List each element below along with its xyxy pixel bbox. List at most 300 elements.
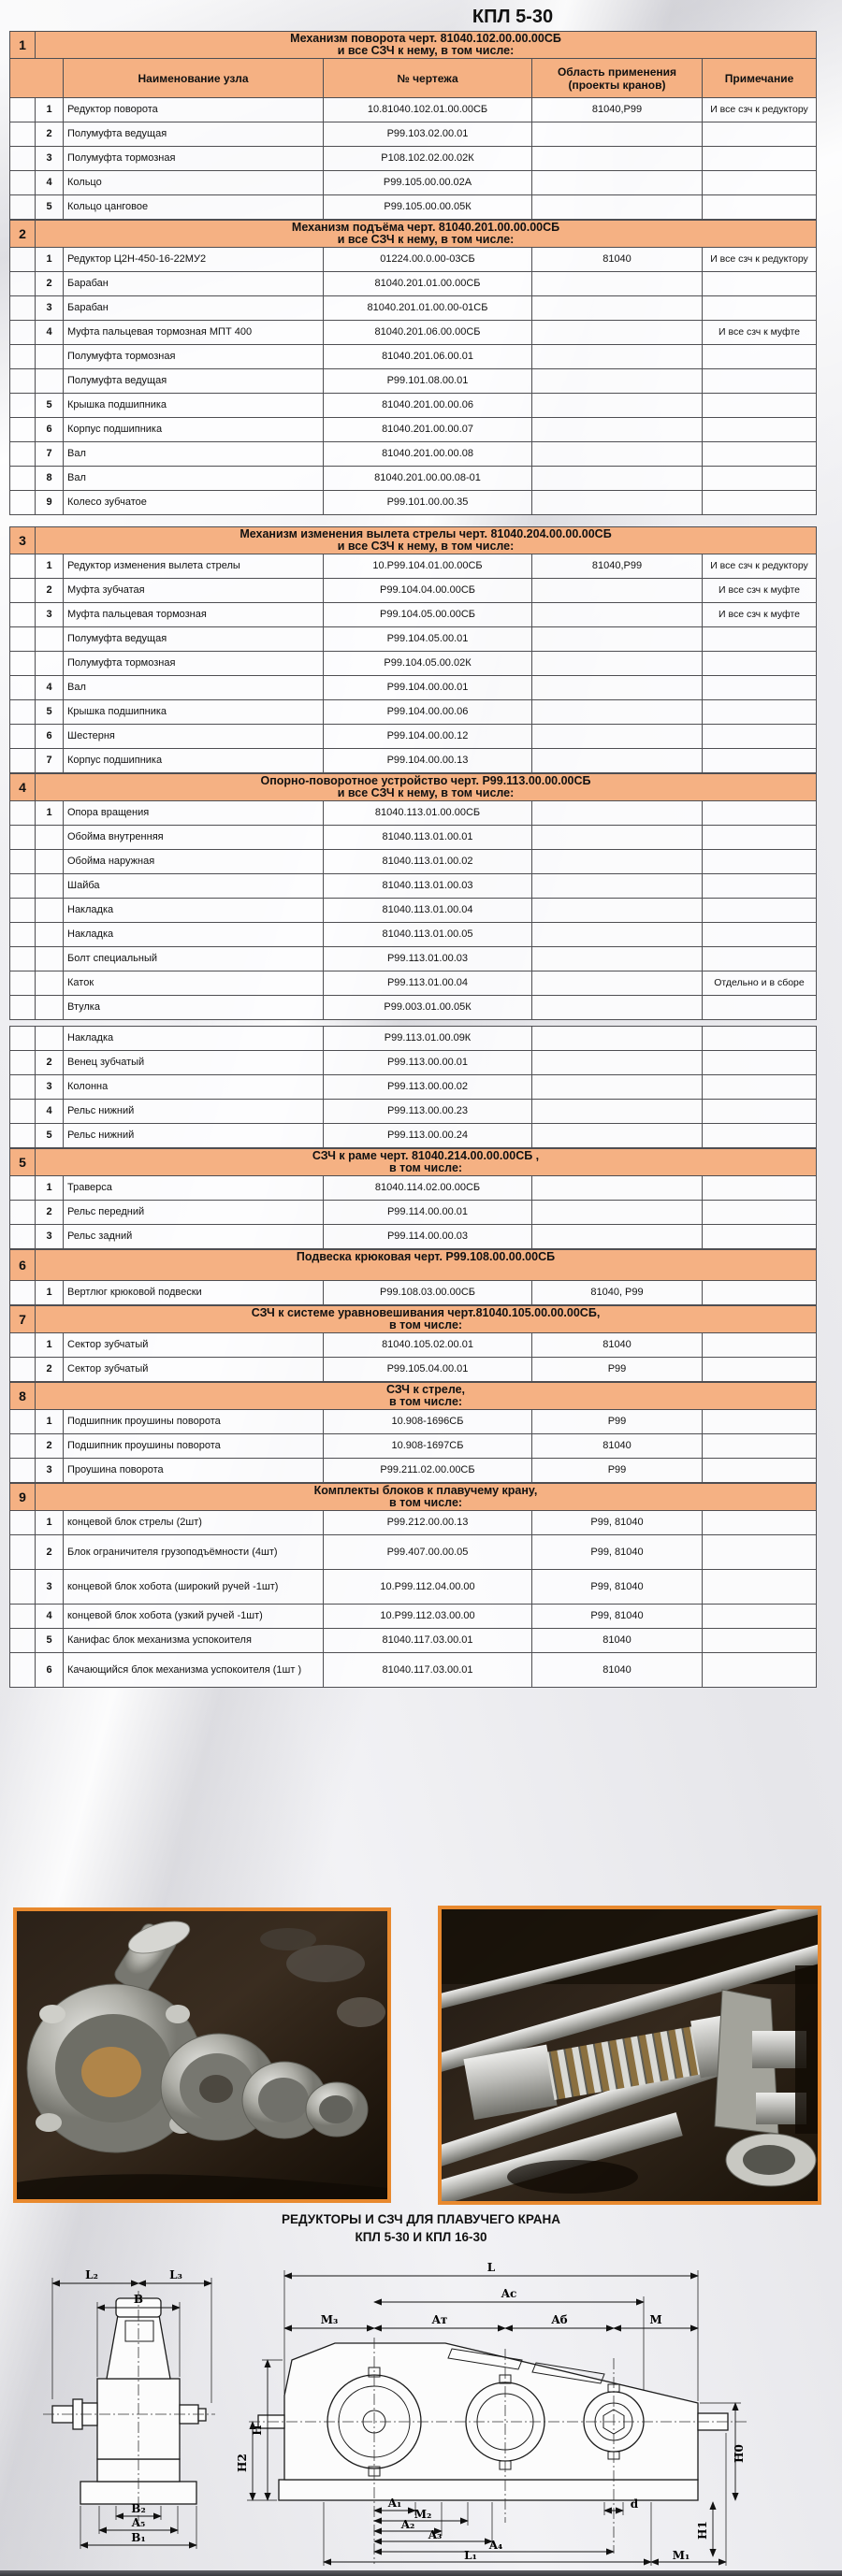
row-spacer-cell: [10, 1100, 36, 1124]
svg-text:B₂: B₂: [131, 2502, 146, 2515]
end-view: [43, 2268, 215, 2549]
section-title: [36, 1306, 817, 1333]
table-row: [10, 1051, 817, 1075]
cell-note: [703, 122, 817, 147]
section-header-row: [10, 1383, 817, 1410]
cell-name: Полумуфта тормозная: [64, 345, 324, 369]
cell-drawing-no: Р99.103.02.00.01: [324, 122, 532, 147]
row-spacer-cell: [10, 603, 36, 627]
section-title-line2: в том числе:: [388, 1318, 463, 1331]
cell-name: Рельс нижний: [64, 1124, 324, 1148]
svg-text:H: H: [251, 2425, 264, 2436]
cell-drawing-no: Р99.105.00.00.05К: [324, 195, 532, 220]
row-number: 2: [36, 1358, 64, 1382]
row-number: 6: [36, 725, 64, 749]
cell-application: [532, 467, 703, 491]
cell-note: [703, 826, 817, 850]
cell-name: Накладка: [64, 1027, 324, 1051]
row-number: 1: [36, 554, 64, 579]
cell-application: [532, 801, 703, 826]
section-title-line2: и все СЗЧ к нему, в том числе:: [337, 540, 515, 553]
table-row: [10, 749, 817, 773]
cell-application: 81040: [532, 1434, 703, 1459]
row-number: 2: [36, 122, 64, 147]
table-row: [10, 700, 817, 725]
photo-castings: [13, 1907, 391, 2203]
cell-name: Полумуфта тормозная: [64, 652, 324, 676]
svg-text:Aб: Aб: [551, 2313, 568, 2326]
row-number: 4: [36, 1100, 64, 1124]
row-spacer-cell: [10, 1629, 36, 1653]
section-title-line1: СЗЧ к раме черт. 81040.214.00.00.00СБ ,: [312, 1149, 540, 1162]
cell-application: 81040: [532, 1653, 703, 1688]
row-number: [36, 996, 64, 1020]
section-table: [9, 1483, 817, 1688]
cell-note: [703, 652, 817, 676]
table-row: [10, 394, 817, 418]
row-number: [36, 369, 64, 394]
cell-name: Полумуфта ведущая: [64, 627, 324, 652]
cell-drawing-no: 10.Р99.104.01.00.00СБ: [324, 554, 532, 579]
svg-text:L₂: L₂: [85, 2268, 98, 2281]
row-spacer-cell: [10, 1511, 36, 1535]
photo-shafts: [438, 1906, 821, 2205]
row-spacer-cell: [10, 971, 36, 996]
cell-application: 81040: [532, 1629, 703, 1653]
row-number: 5: [36, 1629, 64, 1653]
section-table: [9, 31, 817, 220]
table-row: [10, 1434, 817, 1459]
cell-name: Муфта зубчатая: [64, 579, 324, 603]
table-row: [10, 1225, 817, 1249]
cell-name: Блок ограничителя грузоподъёмности (4шт): [64, 1535, 324, 1570]
cell-note: [703, 442, 817, 467]
cell-drawing-no: Р99.114.00.00.03: [324, 1225, 532, 1249]
section-title-line1: СЗЧ к системе уравновешивания черт.81040.105.00.00.00СБ,: [251, 1306, 601, 1319]
row-spacer-cell: [10, 725, 36, 749]
table-row: [10, 147, 817, 171]
section-table: [9, 220, 817, 515]
cell-application: Р99, 81040: [532, 1535, 703, 1570]
row-spacer-cell: [10, 652, 36, 676]
table-row: [10, 1358, 817, 1382]
row-spacer-cell: [10, 272, 36, 296]
cell-application: [532, 369, 703, 394]
cell-note: [703, 1459, 817, 1483]
table-row: [10, 1176, 817, 1201]
row-spacer-cell: [10, 1027, 36, 1051]
caption-line1: РЕДУКТОРЫ И СЗЧ ДЛЯ ПЛАВУЧЕГО КРАНА: [282, 2212, 560, 2226]
cell-application: [532, 850, 703, 874]
cell-name: Опора вращения: [64, 801, 324, 826]
table-row: [10, 171, 817, 195]
cell-name: Сектор зубчатый: [64, 1358, 324, 1382]
cell-drawing-no: Р99.104.05.00.02К: [324, 652, 532, 676]
cell-name: Подшипник проушины поворота: [64, 1434, 324, 1459]
table-row: [10, 850, 817, 874]
section-table: [9, 1148, 817, 1249]
section-header-row: [10, 527, 817, 554]
cell-drawing-no: Р99.113.01.00.09К: [324, 1027, 532, 1051]
section-title-line1: Подвеска крюковая черт. Р99.108.00.00.00СБ: [296, 1250, 556, 1263]
section-title-line1: Комплекты блоков к плавучему крану,: [313, 1484, 538, 1497]
table-row: [10, 1027, 817, 1051]
row-number: 2: [36, 1535, 64, 1570]
cell-drawing-no: Р99.104.00.00.06: [324, 700, 532, 725]
section-title: [36, 1383, 817, 1410]
cell-note: [703, 1410, 817, 1434]
svg-text:A₃: A₃: [428, 2528, 443, 2541]
row-spacer-cell: [10, 345, 36, 369]
cell-note: [703, 801, 817, 826]
cell-name: Кольцо цанговое: [64, 195, 324, 220]
cell-note: [703, 171, 817, 195]
row-spacer-cell: [10, 850, 36, 874]
bottom-strip: [0, 2570, 842, 2576]
cell-application: [532, 603, 703, 627]
cell-name: Накладка: [64, 899, 324, 923]
row-number: 4: [36, 676, 64, 700]
row-number: 7: [36, 442, 64, 467]
svg-text:Aс: Aс: [501, 2287, 517, 2300]
row-spacer-cell: [10, 442, 36, 467]
cell-drawing-no: Р99.212.00.00.13: [324, 1511, 532, 1535]
row-spacer-cell: [10, 554, 36, 579]
table-row: [10, 98, 817, 122]
cell-drawing-no: Р99.101.00.00.35: [324, 491, 532, 515]
section-table: [9, 1382, 817, 1483]
cell-name: Крышка подшипника: [64, 700, 324, 725]
section-title: [36, 1484, 817, 1511]
row-spacer-cell: [10, 195, 36, 220]
cell-note: И все сзч к муфте: [703, 579, 817, 603]
row-number: [36, 345, 64, 369]
cell-note: Отдельно и в сборе: [703, 971, 817, 996]
cell-drawing-no: 81040.201.06.00.01: [324, 345, 532, 369]
cell-note: [703, 1201, 817, 1225]
cell-name: Корпус подшипника: [64, 418, 324, 442]
table-row: [10, 1570, 817, 1605]
cell-drawing-no: 81040.113.01.00.00СБ: [324, 801, 532, 826]
cell-name: Крышка подшипника: [64, 394, 324, 418]
row-spacer-cell: [10, 579, 36, 603]
cell-drawing-no: 81040.201.00.00.06: [324, 394, 532, 418]
cell-application: [532, 147, 703, 171]
svg-text:H2: H2: [236, 2454, 249, 2472]
row-number: [36, 947, 64, 971]
row-spacer-cell: [10, 1051, 36, 1075]
cell-drawing-no: Р99.113.01.00.03: [324, 947, 532, 971]
cell-note: [703, 1075, 817, 1100]
svg-text:M₁: M₁: [672, 2549, 690, 2562]
cell-note: [703, 1605, 817, 1629]
cell-application: Р99: [532, 1358, 703, 1382]
row-spacer-cell: [10, 947, 36, 971]
row-spacer-cell: [10, 147, 36, 171]
cell-note: [703, 195, 817, 220]
cell-name: Качающийся блок механизма успокоителя (1шт ): [64, 1653, 324, 1688]
row-spacer-cell: [10, 248, 36, 272]
row-number: 1: [36, 1333, 64, 1358]
table-row: [10, 1281, 817, 1305]
table-row: [10, 345, 817, 369]
cell-application: [532, 1100, 703, 1124]
row-number: 4: [36, 321, 64, 345]
row-spacer-cell: [10, 627, 36, 652]
cell-note: [703, 1225, 817, 1249]
col-header-name: Наименование узла: [64, 59, 324, 98]
section-number: 9: [10, 1484, 36, 1511]
cell-drawing-no: 10.908-1696СБ: [324, 1410, 532, 1434]
cell-name: Каток: [64, 971, 324, 996]
svg-text:B: B: [133, 2293, 144, 2306]
cell-name: Рельс задний: [64, 1225, 324, 1249]
cell-application: [532, 345, 703, 369]
cell-name: Муфта пальцевая тормозная: [64, 603, 324, 627]
row-number: 1: [36, 801, 64, 826]
cell-note: [703, 147, 817, 171]
section-title: [36, 1149, 817, 1176]
row-spacer-cell: [10, 1201, 36, 1225]
section-title-line2: и все СЗЧ к нему, в том числе:: [337, 786, 515, 799]
section-title: [36, 527, 817, 554]
svg-text:H1: H1: [696, 2521, 709, 2540]
cell-application: 81040: [532, 1333, 703, 1358]
cell-drawing-no: 10.81040.102.01.00.00СБ: [324, 98, 532, 122]
cell-note: [703, 1358, 817, 1382]
row-number: 3: [36, 1075, 64, 1100]
row-number: 4: [36, 1605, 64, 1629]
section-title-line2: в том числе:: [388, 1395, 463, 1408]
section-number: 6: [10, 1250, 36, 1281]
section-header-row: [10, 1484, 817, 1511]
cell-application: [532, 700, 703, 725]
table-row: [10, 996, 817, 1020]
cell-drawing-no: 81040.113.01.00.04: [324, 899, 532, 923]
cell-application: [532, 272, 703, 296]
table-row: [10, 1653, 817, 1688]
cell-application: [532, 122, 703, 147]
row-number: 6: [36, 1653, 64, 1688]
section-title-line2: и все СЗЧ к нему, в том числе:: [337, 44, 515, 57]
row-spacer-cell: [10, 1225, 36, 1249]
cell-note: [703, 1653, 817, 1688]
column-header-row: [10, 59, 817, 98]
row-spacer-cell: [10, 1333, 36, 1358]
row-number: 2: [36, 1201, 64, 1225]
cell-name: Вал: [64, 442, 324, 467]
row-spacer-cell: [10, 418, 36, 442]
cell-application: [532, 1027, 703, 1051]
cell-application: [532, 899, 703, 923]
col-header-drawing-no: № чертежа: [324, 59, 532, 98]
cell-name: Вал: [64, 467, 324, 491]
row-number: [36, 826, 64, 850]
table-row: [10, 971, 817, 996]
cell-application: [532, 1225, 703, 1249]
table-row: [10, 874, 817, 899]
svg-text:A₂: A₂: [400, 2518, 415, 2531]
col-header-spacer: [10, 59, 64, 98]
cell-name: Болт специальный: [64, 947, 324, 971]
cell-name: Корпус подшипника: [64, 749, 324, 773]
cell-name: Подшипник проушины поворота: [64, 1410, 324, 1434]
cell-note: [703, 1281, 817, 1305]
col-header-application: [532, 59, 703, 98]
cell-drawing-no: 10.908-1697СБ: [324, 1434, 532, 1459]
cell-drawing-no: Р99.113.00.00.23: [324, 1100, 532, 1124]
cell-application: [532, 296, 703, 321]
cell-name: Сектор зубчатый: [64, 1333, 324, 1358]
cell-drawing-no: Р99.101.08.00.01: [324, 369, 532, 394]
cell-note: [703, 467, 817, 491]
shafts-photo-image: [442, 1909, 818, 2201]
row-number: [36, 1027, 64, 1051]
row-spacer-cell: [10, 1281, 36, 1305]
row-spacer-cell: [10, 996, 36, 1020]
section-header-row: [10, 221, 817, 248]
cell-note: [703, 923, 817, 947]
section-header-row: [10, 1250, 817, 1281]
cell-application: Р99, 81040: [532, 1570, 703, 1605]
section-table: [9, 1026, 817, 1148]
cell-drawing-no: Р99.105.00.00.02А: [324, 171, 532, 195]
cell-application: [532, 579, 703, 603]
cell-drawing-no: Р99.113.00.00.01: [324, 1051, 532, 1075]
cell-drawing-no: Р99.104.05.00.00СБ: [324, 603, 532, 627]
section-table: [9, 1249, 817, 1305]
cell-application: [532, 171, 703, 195]
cell-name: Рельс передний: [64, 1201, 324, 1225]
table-row: [10, 1124, 817, 1148]
cell-name: Барабан: [64, 272, 324, 296]
cell-note: И все сзч к муфте: [703, 321, 817, 345]
cell-drawing-no: Р99.104.00.00.12: [324, 725, 532, 749]
cell-name: Кольцо: [64, 171, 324, 195]
table-row: [10, 899, 817, 923]
cell-application: [532, 947, 703, 971]
row-spacer-cell: [10, 1358, 36, 1382]
section-title-line1: Механизм подъёма черт. 81040.201.00.00.00СБ: [291, 221, 560, 234]
cell-name: концевой блок хобота (широкий ручей -1шт): [64, 1570, 324, 1605]
svg-text:H0: H0: [733, 2444, 746, 2463]
table-row: [10, 467, 817, 491]
table-row: [10, 248, 817, 272]
cell-note: [703, 996, 817, 1020]
section-title-line2: в том числе:: [388, 1496, 463, 1509]
cell-note: [703, 899, 817, 923]
table-row: [10, 321, 817, 345]
cell-name: Венец зубчатый: [64, 1051, 324, 1075]
cell-name: Шайба: [64, 874, 324, 899]
table-row: [10, 652, 817, 676]
row-spacer-cell: [10, 1075, 36, 1100]
row-number: 1: [36, 1281, 64, 1305]
table-row: [10, 1511, 817, 1535]
row-number: 1: [36, 1176, 64, 1201]
cell-note: И все сзч к редуктору: [703, 98, 817, 122]
cell-name: концевой блок стрелы (2шт): [64, 1511, 324, 1535]
cell-application: [532, 418, 703, 442]
row-number: 9: [36, 491, 64, 515]
table-row: [10, 1629, 817, 1653]
cell-application: [532, 321, 703, 345]
cell-application: [532, 627, 703, 652]
row-number: [36, 899, 64, 923]
table-row: [10, 491, 817, 515]
row-number: 3: [36, 1459, 64, 1483]
row-number: [36, 874, 64, 899]
cell-note: [703, 345, 817, 369]
cell-drawing-no: Р99.113.00.00.24: [324, 1124, 532, 1148]
col-header-note: Примечание: [703, 59, 817, 98]
table-row: [10, 195, 817, 220]
cell-drawing-no: 81040.105.02.00.01: [324, 1333, 532, 1358]
cell-name: Шестерня: [64, 725, 324, 749]
cell-note: [703, 1629, 817, 1653]
cell-application: [532, 1075, 703, 1100]
cell-note: [703, 749, 817, 773]
cell-drawing-no: Р99.105.04.00.01: [324, 1358, 532, 1382]
row-number: 1: [36, 1410, 64, 1434]
table-row: [10, 579, 817, 603]
cell-name: Муфта пальцевая тормозная МПТ 400: [64, 321, 324, 345]
table-row: [10, 272, 817, 296]
row-number: [36, 850, 64, 874]
cell-application: [532, 996, 703, 1020]
row-number: 5: [36, 195, 64, 220]
row-number: [36, 971, 64, 996]
cell-drawing-no: 10.Р99.112.04.00.00: [324, 1570, 532, 1605]
reducer-drawing: [26, 2248, 793, 2567]
cell-name: Полумуфта тормозная: [64, 147, 324, 171]
cell-name: Обойма внутренняя: [64, 826, 324, 850]
table-row: [10, 418, 817, 442]
cell-note: [703, 1176, 817, 1201]
row-spacer-cell: [10, 122, 36, 147]
cell-drawing-no: 81040.201.00.00.07: [324, 418, 532, 442]
cell-name: Барабан: [64, 296, 324, 321]
cell-application: 81040: [532, 248, 703, 272]
row-spacer-cell: [10, 369, 36, 394]
svg-text:Aт: Aт: [431, 2313, 448, 2326]
section-title-line1: Опорно-поворотное устройство черт. Р99.113.00.00.00СБ: [260, 774, 591, 787]
row-number: 5: [36, 394, 64, 418]
cell-note: [703, 700, 817, 725]
section-number: 4: [10, 774, 36, 801]
cell-note: И все сзч к редуктору: [703, 248, 817, 272]
row-number: [36, 627, 64, 652]
section-table: [9, 773, 817, 1020]
row-number: 1: [36, 248, 64, 272]
row-spacer-cell: [10, 1653, 36, 1688]
col-header-application-line1: Область применения: [557, 65, 677, 79]
table-row: [10, 1333, 817, 1358]
row-spacer-cell: [10, 467, 36, 491]
section-table: [9, 526, 817, 773]
row-number: [36, 923, 64, 947]
row-spacer-cell: [10, 491, 36, 515]
row-spacer-cell: [10, 1605, 36, 1629]
table-row: [10, 442, 817, 467]
section-title: [36, 774, 817, 801]
svg-text:L₁: L₁: [464, 2549, 477, 2562]
caption-line2: КПЛ 5-30 И КПЛ 16-30: [355, 2230, 487, 2244]
cell-drawing-no: 81040.117.03.00.01: [324, 1629, 532, 1653]
cell-drawing-no: Р99.114.00.00.01: [324, 1201, 532, 1225]
row-spacer-cell: [10, 1176, 36, 1201]
cell-application: [532, 971, 703, 996]
